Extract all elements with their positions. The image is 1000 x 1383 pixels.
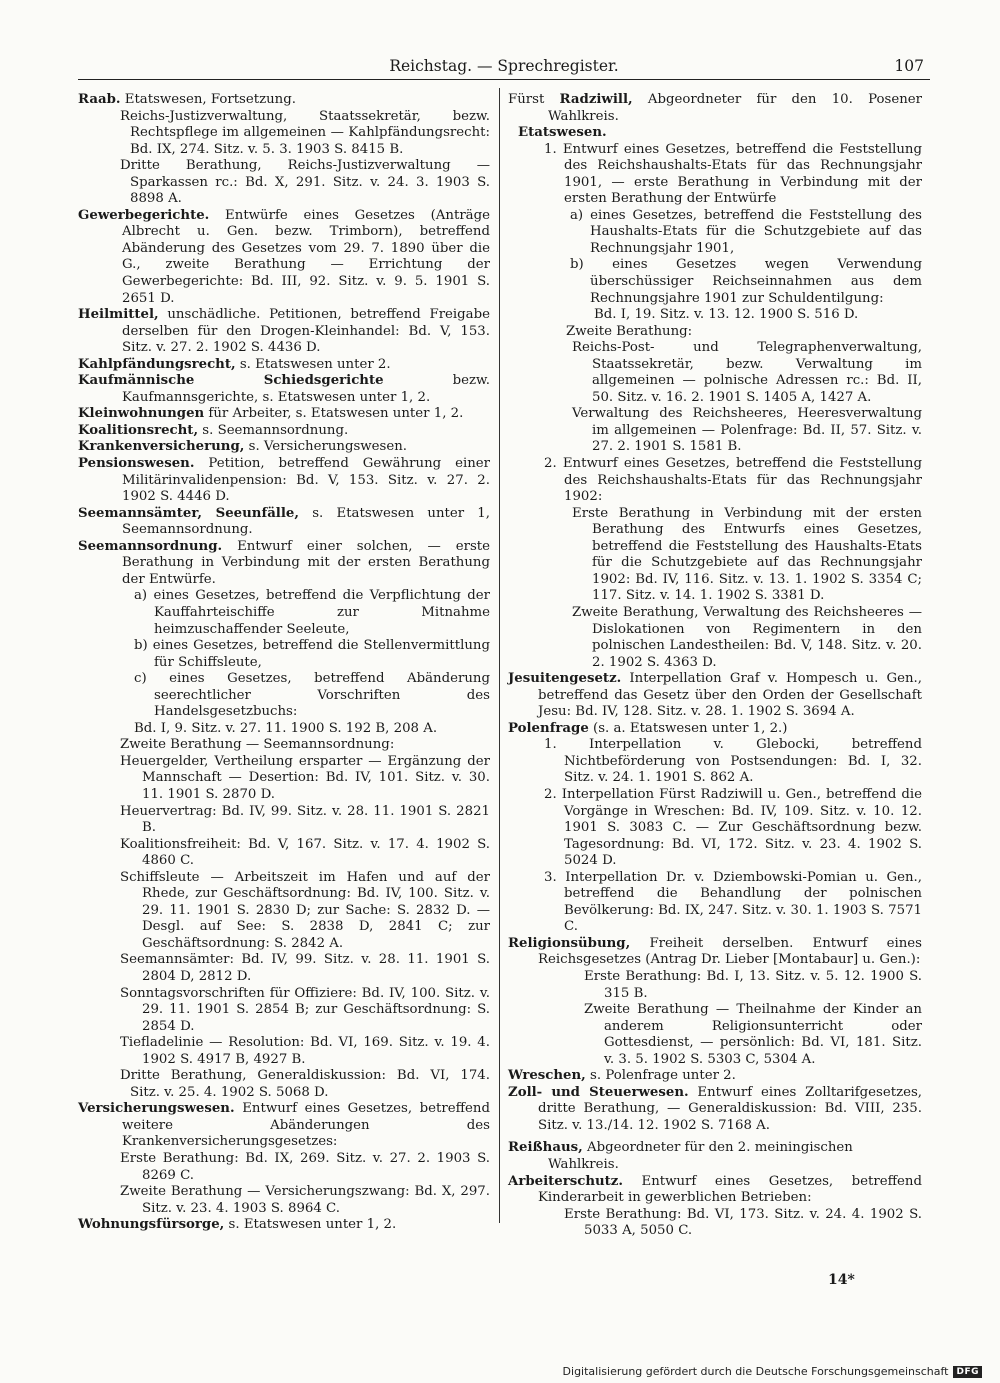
keyword: Arbeiterschutz.: [508, 1173, 623, 1189]
register-subentry: 3. Interpellation Dr. v. Dziembowski-Pomian u. Gen., betreffend die Behandlung der polnischen Bevölkerung: Bd. IX, 247. Sitz. v. 30. 1. 1903 S. 7571 C.: [544, 869, 922, 935]
register-subentry: Dritte Berathung, Generaldiskussion: Bd. VI, 174. Sitz. v. 25. 4. 1902 S. 5068 D.: [120, 1068, 490, 1100]
register-entry: Versicherungswesen. Entwurf eines Gesetzes, betreffend weitere Abänderungen des Krankenversicherungsgesetzes:: [78, 1101, 490, 1150]
register-entry: Gewerbegerichte. Entwürfe eines Gesetzes (Anträge Albrecht u. Gen. bezw. Trimborn), betreffend Abänderung des Gesetzes vom 29. 7. 1890 über die G., zweite Berathung — Errichtung der Gewerbegerichte: Bd. III, 92. Sitz. v. 9. 5. 1901 S. 2651 D.: [78, 207, 490, 306]
register-entry: Religionsübung, Freiheit derselben. Entwurf eines Reichsgesetzes (Antrag Dr. Lieber [Montabaur] u. Gen.):: [508, 935, 922, 968]
register-entry: Kaufmännische Schiedsgerichte bezw. Kaufmannsgerichte, s. Etatswesen unter 1, 2.: [78, 373, 490, 405]
register-entry: Pensionswesen. Petition, betreffend Gewährung einer Militärinvalidenpension: Bd. V, 153. Sitz. v. 27. 2. 1902 S. 4446 D.: [78, 456, 490, 505]
register-entry: Seemannsämter, Seeunfälle, s. Etatswesen unter 1, Seemannsordnung.: [78, 505, 490, 538]
register-entry: Wohnungsfürsorge, s. Etatswesen unter 1, 2.: [78, 1217, 397, 1233]
register-entry: Kleinwohnungen für Arbeiter, s. Etatswesen unter 1, 2.: [78, 406, 464, 422]
keyword: Polenfrage: [508, 720, 589, 736]
keyword: Zoll- und Steuerwesen.: [508, 1084, 689, 1100]
register-subentry: Bd. I, 9. Sitz. v. 27. 11. 1900 S. 192 B, 208 A.: [134, 720, 438, 736]
keyword: Gewerbegerichte.: [78, 207, 210, 223]
register-subentry: 2. Entwurf eines Gesetzes, betreffend die Feststellung des Reichshaushalts-Etats für das Rechnungsjahr 1902:: [544, 456, 922, 505]
footer-text: Digitalisierung gefördert durch die Deutsche Forschungsgemeinschaft: [562, 1365, 949, 1378]
register-entry: Wreschen, s. Polenfrage unter 2.: [508, 1068, 736, 1084]
register-entry: Polenfrage (s. a. Etatswesen unter 1, 2.): [508, 720, 788, 736]
register-entry: Arbeiterschutz. Entwurf eines Gesetzes, betreffend Kinderarbeit in gewerblichen Betrieben:: [508, 1173, 922, 1206]
left-column: [78, 92, 490, 1234]
register-subentry: Heuergelder, Vertheilung ersparter — Ergänzung der Mannschaft — Desertion: Bd. IV, 101. Sitz. v. 30. 11. 1901 S. 2870 D.: [120, 753, 490, 802]
speaker-name: Reißhaus,: [508, 1140, 583, 1156]
register-subentry: 1. Interpellation v. Glebocki, betreffend Nichtbeförderung von Postsendungen: Bd. I, 32. Sitz. v. 24. 1. 1901 S. 862 A.: [544, 737, 922, 786]
register-entry: Zoll- und Steuerwesen. Entwurf eines Zolltarifgesetzes, dritte Berathung, — Generaldiskussion: Bd. VIII, 235. Sitz. v. 13./14. 12. 1902 S. 7168 A.: [508, 1084, 922, 1133]
register-subentry: Zweite Berathung — Versicherungszwang: Bd. X, 297. Sitz. v. 23. 4. 1903 S. 8964 C.: [120, 1184, 490, 1216]
register-subentry: Erste Berathung: Bd. I, 13. Sitz. v. 5. 12. 1900 S. 315 B.: [584, 968, 922, 1001]
register-subentry: b) eines Gesetzes wegen Verwendung überschüssiger Reichseinnahmen aus dem Rechnungsjahre 1901 zur Schuldentilgung:: [570, 257, 922, 306]
keyword: Wreschen,: [508, 1068, 586, 1084]
speaker-name: Raab.: [78, 92, 121, 107]
keyword: Kahlpfändungsrecht,: [78, 356, 236, 372]
keyword: Etatswesen.: [518, 125, 607, 141]
register-entry: Seemannsordnung. Entwurf einer solchen, — erste Berathung in Verbindung mit der ersten Berathung der Entwürfe.: [78, 538, 490, 587]
register-subentry: Dritte Berathung, Reichs-Justizverwaltung — Sparkassen rc.: Bd. X, 291. Sitz. v. 24. 3. 1903 S. 8898 A.: [120, 158, 490, 207]
register-subentry: Verwaltung des Reichsheeres, Heeresverwaltung im allgemeinen — Polenfrage: Bd. II, 57. Sitz. v. 27. 2. 1901 S. 1581 B.: [572, 406, 922, 455]
register-subentry: Schiffsleute — Arbeitszeit im Hafen und auf der Rhede, zur Geschäftsordnung: Bd. IV, 100. Sitz. v. 29. 11. 1901 S. 2830 D; zur Sache: S. 2832 D. — Desgl. auf See: S. 2838 D, 2841 C; zur Geschäftsordnung: S. 2842 A.: [120, 869, 490, 951]
keyword: Kleinwohnungen: [78, 406, 205, 422]
keyword: Pensionswesen.: [78, 456, 195, 472]
register-subentry: Erste Berathung: Bd. VI, 173. Sitz. v. 24. 4. 1902 S. 5033 A, 5050 C.: [564, 1206, 922, 1239]
right-column: [508, 92, 922, 1240]
register-subentry: a) eines Gesetzes, betreffend die Feststellung des Haushalts-Etats für die Schutzgebiete auf das Rechnungsjahr 1901,: [570, 207, 922, 256]
register-subentry: Sonntagsvorschriften für Offiziere: Bd. IV, 100. Sitz. v. 29. 11. 1901 S. 2854 B; zur Geschäftsordnung: S. 2854 D.: [120, 985, 490, 1034]
register-subentry: 1. Entwurf eines Gesetzes, betreffend die Feststellung des Reichshaushalts-Etats für das Rechnungsjahr 1901, — erste Berathung in Verbindung mit der ersten Berathung der Entwürfe: [544, 141, 922, 207]
running-head: Reichstag. — Sprechregister.: [389, 57, 619, 75]
register-entry: Raab. Etatswesen, Fortsetzung.: [78, 92, 296, 107]
register-subentry: Tiefladelinie — Resolution: Bd. VI, 169. Sitz. v. 19. 4. 1902 S. 4917 B, 4927 B.: [120, 1035, 490, 1067]
keyword: Seemannsordnung.: [78, 538, 223, 554]
keyword: Kaufmännische Schiedsgerichte: [78, 373, 384, 389]
page-header: [78, 55, 930, 80]
dfg-logo: DFG: [953, 1366, 982, 1378]
register-subentry: Seemannsämter: Bd. IV, 99. Sitz. v. 28. 11. 1901 S. 2804 D, 2812 D.: [120, 952, 490, 984]
keyword: Krankenversicherung,: [78, 439, 245, 455]
register-entry: Fürst Radziwill, Abgeordneter für den 10. Posener Wahlkreis.: [508, 92, 922, 124]
register-subentry: Zweite Berathung — Theilnahme der Kinder an anderem Religionsunterricht oder Gottesdienst, — persönlich: Bd. VI, 181. Sitz. v. 3. 5. 1902 S. 5303 C, 5304 A.: [584, 1002, 922, 1067]
register-subentry: Erste Berathung: Bd. IX, 269. Sitz. v. 27. 2. 1903 S. 8269 C.: [120, 1151, 490, 1183]
register-entry: Kahlpfändungsrecht, s. Etatswesen unter 2.: [78, 356, 391, 372]
register-entry: Heilmittel, unschädliche. Petitionen, betreffend Freigabe derselben für den Drogen-Kleinhandel: Bd. V, 153. Sitz. v. 27. 2. 1902 S. 4436 D.: [78, 307, 490, 356]
register-subentry: Zweite Berathung — Seemannsordnung:: [120, 737, 395, 753]
register-subentry: Reichs-Justizverwaltung, Staatssekretär, bezw. Rechtspflege im allgemeinen — Kahlpfändungsrecht: Bd. IX, 274. Sitz. v. 5. 3. 1903 S. 8415 B.: [120, 108, 490, 157]
register-subentry: Koalitionsfreiheit: Bd. V, 167. Sitz. v. 17. 4. 1902 S. 4860 C.: [120, 836, 490, 869]
page-number: 107: [894, 57, 924, 75]
register-subentry: Zweite Berathung:: [566, 323, 693, 339]
register-entry: Koalitionsrecht, s. Seemannsordnung.: [78, 422, 349, 438]
register-subentry: Erste Berathung in Verbindung mit der ersten Berathung des Entwurfs eines Gesetzes, betreffend die Feststellung des Haushalts-Etats für die Schutzgebiete auf das Rechnungsjahr 1902: Bd. IV, 116. Sitz. v. 13. 1. 1902 S. 3354 C; 117. Sitz. v. 14. 1. 1902 S. 3381 D.: [572, 505, 922, 604]
keyword: Seemannsämter, Seeunfälle,: [78, 505, 299, 521]
signature-mark: 14*: [828, 1272, 855, 1288]
register-subentry: 2. Interpellation Fürst Radziwill u. Gen., betreffend die Vorgänge in Wreschen: Bd. IV, 109. Sitz. v. 10. 12. 1901 S. 3083 C. — Zur Geschäftsordnung bezw. Tagesordnung: Bd. VI, 172. Sitz. v. 23. 4. 1902 S. 5024 D.: [544, 786, 922, 869]
keyword: Heilmittel,: [78, 307, 159, 323]
keyword: Religionsübung,: [508, 935, 631, 951]
register-entry: Reißhaus, Abgeordneter für den 2. meiningischen Wahlkreis.: [508, 1140, 853, 1172]
register-subentry: a) eines Gesetzes, betreffend die Verpflichtung der Kauffahrteischiffe zur Mitnahme heimzuschaffender Seeleute,: [134, 588, 490, 637]
register-subentry: Zweite Berathung, Verwaltung des Reichsheeres — Dislokationen von Regimentern in den polnischen Landestheilen: Bd. V, 148. Sitz. v. 20. 2. 1902 S. 4363 D.: [572, 604, 922, 670]
page-footer: [563, 1365, 982, 1378]
register-subentry: Bd. I, 19. Sitz. v. 13. 12. 1900 S. 516 D.: [594, 307, 859, 323]
register-entry: Krankenversicherung, s. Versicherungswesen.: [78, 439, 408, 455]
register-subentry: Heuervertrag: Bd. IV, 99. Sitz. v. 28. 11. 1901 S. 2821 B.: [120, 803, 490, 836]
register-subentry: c) eines Gesetzes, betreffend Abänderung seerechtlicher Vorschriften des Handelsgesetzbuchs:: [134, 671, 490, 720]
register-entry: [508, 125, 922, 142]
keyword: Versicherungswesen.: [78, 1101, 235, 1117]
keyword: Koalitionsrecht,: [78, 422, 199, 438]
column-divider: [499, 88, 500, 1223]
keyword: Jesuitengesetz.: [508, 671, 622, 687]
keyword: Wohnungsfürsorge,: [78, 1217, 225, 1233]
register-subentry: b) eines Gesetzes, betreffend die Stellenvermittlung für Schiffsleute,: [134, 638, 490, 670]
register-entry: Jesuitengesetz. Interpellation Graf v. Hompesch u. Gen., betreffend das Gesetz über den Orden der Gesellschaft Jesu: Bd. IV, 128. Sitz. v. 28. 1. 1902 S. 3694 A.: [508, 671, 922, 720]
register-subentry: Reichs-Post- und Telegraphenverwaltung, Staatssekretär, bezw. Verwaltung im allgemeinen — polnische Adressen rc.: Bd. II, 50. Sitz. v. 16. 2. 1901 S. 1405 A, 1427 A.: [572, 340, 922, 405]
speaker-name: Radziwill,: [559, 92, 633, 107]
